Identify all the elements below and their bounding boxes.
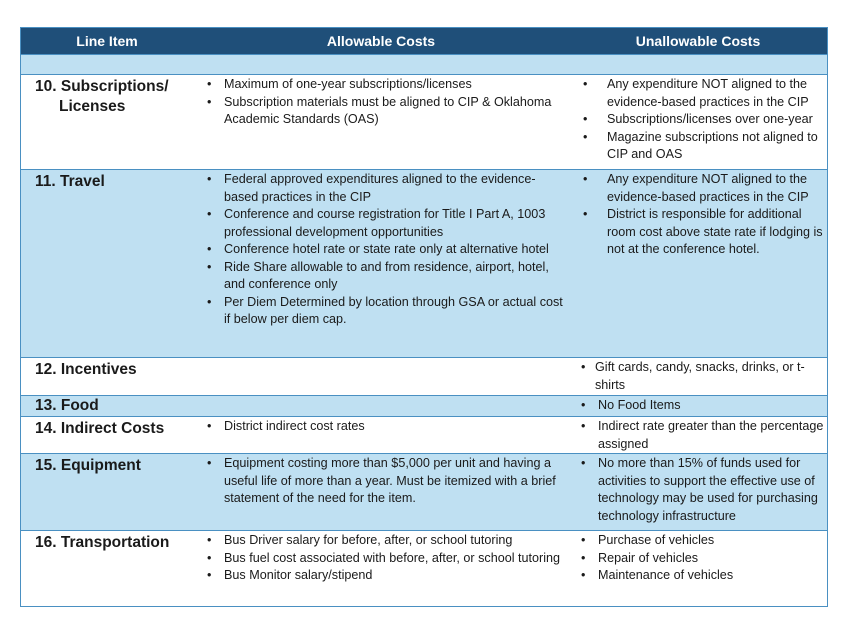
header-line-item: Line Item [76,33,138,49]
cost-table [20,27,828,607]
allowable-cell [193,396,569,416]
line-item-title: 10. Subscriptions/ [35,78,169,95]
list-item: • Any expenditure NOT aligned to the evidence-based practices in the CIP [581,76,827,111]
unallowable-cell [569,75,827,169]
unallowable-cell [569,170,827,357]
list-item: • Bus Monitor salary/stipend [207,567,569,585]
line-item-cell: 15. Equipment [35,457,141,474]
list-item: • Subscription materials must be aligned to CIP & Oklahoma Academic Standards (OAS) [207,94,569,129]
list-item: • Per Diem Determined by location through GSA or actual cost if below per diem cap. [207,294,569,329]
list-item: • Any expenditure NOT aligned to the evidence-based practices in the CIP [581,171,827,206]
line-item-cell: 16. Transportation [35,534,170,551]
line-item-cell: 11. Travel [35,173,105,190]
list-item: • Maximum of one-year subscriptions/licenses [207,76,569,94]
allowable-cell [193,75,569,169]
list-item: • Indirect rate greater than the percentage assigned [581,418,827,453]
header-spacer-row [21,54,827,74]
table-row-transportation [21,530,827,606]
list-item: • Magazine subscriptions not aligned to CIP and OAS [581,129,827,164]
table-header [21,28,827,54]
allowable-cell [193,417,569,453]
list-item: • Conference hotel rate or state rate only at alternative hotel [207,241,569,259]
line-item-cell: 12. Incentives [35,361,137,378]
table-row-subscriptions [21,74,827,169]
list-item: • Bus Driver salary for before, after, or school tutoring [207,532,569,550]
allowable-cell [193,531,569,606]
list-item: • Bus fuel cost associated with before, after, or school tutoring [207,550,569,568]
allowable-cell [193,454,569,530]
list-item: • Conference and course registration for Title I Part A, 1003 professional development opportunities [207,206,569,241]
line-item-cell [21,75,193,169]
list-item: • No more than 15% of funds used for activities to support the effective use of technology may be used for purchasing technology infrastructure [581,455,827,525]
table-row-equipment [21,453,827,530]
line-item-cell: 13. Food [35,397,99,414]
allowable-cell [193,170,569,357]
unallowable-cell [569,454,827,530]
header-allowable: Allowable Costs [326,33,436,49]
table-row-travel [21,169,827,357]
table-row-food [21,395,827,416]
line-item-cell: 14. Indirect Costs [35,420,165,437]
list-item: • District is responsible for additional room cost above state rate if lodging is not at the conference hotel. [581,206,827,259]
unallowable-cell [569,531,827,606]
list-item: • Repair of vehicles [581,550,827,568]
list-item: • Equipment costing more than $5,000 per unit and having a useful life of more than a year. Must be itemized with a brief statement of the need for the item. [207,455,569,508]
list-item: • Purchase of vehicles [581,532,827,550]
line-item-title-cont: Licenses [59,98,126,115]
header-unallowable: Unallowable Costs [635,33,761,49]
list-item: • Subscriptions/licenses over one-year [581,111,827,129]
unallowable-cell [569,358,827,395]
list-item: • Gift cards, candy, snacks, drinks, or t-shirts [581,359,827,394]
list-item: • Federal approved expenditures aligned to the evidence-based practices in the CIP [207,171,569,206]
unallowable-cell [569,396,827,416]
table-row-indirect-costs [21,416,827,453]
unallowable-cell [569,417,827,453]
table-row-incentives [21,357,827,395]
list-item: • No Food Items [581,397,827,415]
list-item: • Maintenance of vehicles [581,567,827,585]
list-item: • Ride Share allowable to and from residence, airport, hotel, and conference only [207,259,569,294]
allowable-cell [193,358,569,395]
list-item: • District indirect cost rates [207,418,569,436]
